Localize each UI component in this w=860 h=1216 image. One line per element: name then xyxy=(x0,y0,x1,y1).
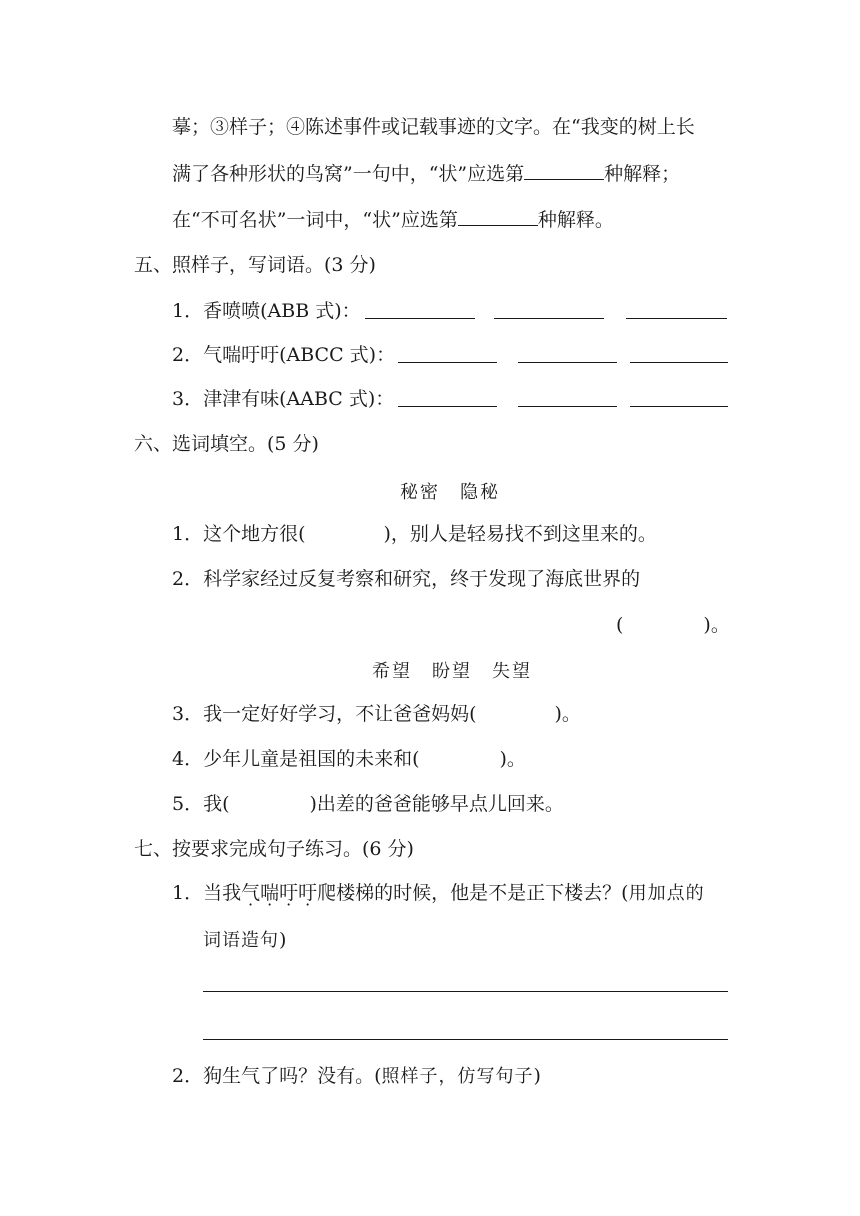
intro-line-2 xyxy=(172,161,680,187)
intro-line-2-tail: 种解释； xyxy=(604,163,681,185)
answer-line[interactable] xyxy=(630,406,728,407)
s5-item-1 xyxy=(172,298,361,324)
s5-item-3-text: 津津有味(AABC 式)： xyxy=(203,388,395,410)
s7-q1-pre: 1．当我 xyxy=(172,882,242,904)
intro-line-3-tail: 种解释。 xyxy=(537,209,614,231)
intro-line-3 xyxy=(172,207,614,233)
dotted-char: 气 xyxy=(241,882,261,904)
intro-line-1: 摹；③样子；④陈述事件或记载事迹的文字。在“我变的树上长 xyxy=(172,116,695,138)
answer-line[interactable] xyxy=(494,318,604,319)
close-paren: ) xyxy=(279,929,287,951)
s7-question-1 xyxy=(172,880,705,907)
s6-q1-tail: )，别人是轻易找不到这里来的。 xyxy=(383,523,657,545)
s7-question-2 xyxy=(172,1063,541,1090)
answer-line[interactable] xyxy=(203,1039,728,1040)
section-6-heading: 六、选词填空。(5 分) xyxy=(134,433,319,455)
s6-question-4 xyxy=(172,746,526,772)
dotted-char: 喘 xyxy=(260,882,280,904)
s5-item-2-text: 气喘吁吁(ABCC 式)： xyxy=(203,344,396,366)
answer-line[interactable] xyxy=(518,406,617,407)
s6-question-2: 2．科学家经过反复考察和研究，终于发现了海底世界的 xyxy=(172,568,641,590)
s6-question-1 xyxy=(172,521,657,547)
answer-blank[interactable] xyxy=(524,161,604,180)
s7-question-1-cont xyxy=(203,927,286,954)
s7-q2-note: 照样子，仿写句子 xyxy=(381,1066,534,1087)
s6-q4-text: 4．少年儿童是祖国的未来和( xyxy=(172,748,420,770)
s7-q1-note: 用加点的 xyxy=(628,883,705,904)
answer-line[interactable] xyxy=(398,406,497,407)
answer-line[interactable] xyxy=(398,362,497,363)
s6-question-5 xyxy=(172,791,564,817)
section-7-heading: 七、按要求完成句子练习。(6 分) xyxy=(134,838,414,860)
s6-question-3 xyxy=(172,701,581,727)
intro-line-3-text: 在“不可名状”一词中，“状”应选第 xyxy=(172,209,458,231)
word-choices-2: 希望 盼望 失望 xyxy=(372,661,532,682)
answer-line[interactable] xyxy=(518,362,617,363)
open-paren: ( xyxy=(616,614,624,636)
s6-q5-tail: )出差的爸爸能够早点儿回来。 xyxy=(309,793,564,815)
intro-line-2-text: 满了各种形状的鸟窝”一句中，“状”应选第 xyxy=(172,163,525,185)
s5-item-3 xyxy=(172,386,394,412)
answer-blank[interactable] xyxy=(458,207,538,226)
answer-line[interactable] xyxy=(203,991,728,992)
s7-q1-note-cont: 词语造句 xyxy=(203,930,279,951)
s6-question-2-cont xyxy=(616,612,730,638)
s7-q1-post: 爬楼梯的时候，他是不是正下楼去？( xyxy=(317,882,629,904)
answer-line[interactable] xyxy=(630,362,728,363)
s5-item-2 xyxy=(172,342,395,368)
s7-q2-text: 2．狗生气了吗？没有。( xyxy=(172,1065,382,1087)
s6-q4-tail: )。 xyxy=(499,748,526,770)
dotted-char: 吁 xyxy=(279,882,299,904)
s6-q5-text: 5．我( xyxy=(172,793,230,815)
answer-line[interactable] xyxy=(365,318,475,319)
close-paren: )。 xyxy=(703,614,730,636)
word-choices-1: 秘密 隐秘 xyxy=(400,482,500,503)
s6-q1-text: 1．这个地方很( xyxy=(172,523,306,545)
s5-item-1-text: 香喷喷(ABB 式)： xyxy=(203,300,361,322)
answer-line[interactable] xyxy=(626,318,727,319)
s5-item-3-num: 3． xyxy=(172,388,204,410)
s6-q3-text: 3．我一定好好学习，不让爸爸妈妈( xyxy=(172,703,477,725)
close-paren: ) xyxy=(533,1065,541,1087)
s6-q3-tail: )。 xyxy=(554,703,581,725)
section-5-heading: 五、照样子，写词语。(3 分) xyxy=(134,254,376,276)
s5-item-2-num: 2． xyxy=(172,344,204,366)
s5-item-1-num: 1． xyxy=(172,300,204,322)
dotted-char: 吁 xyxy=(298,882,318,904)
